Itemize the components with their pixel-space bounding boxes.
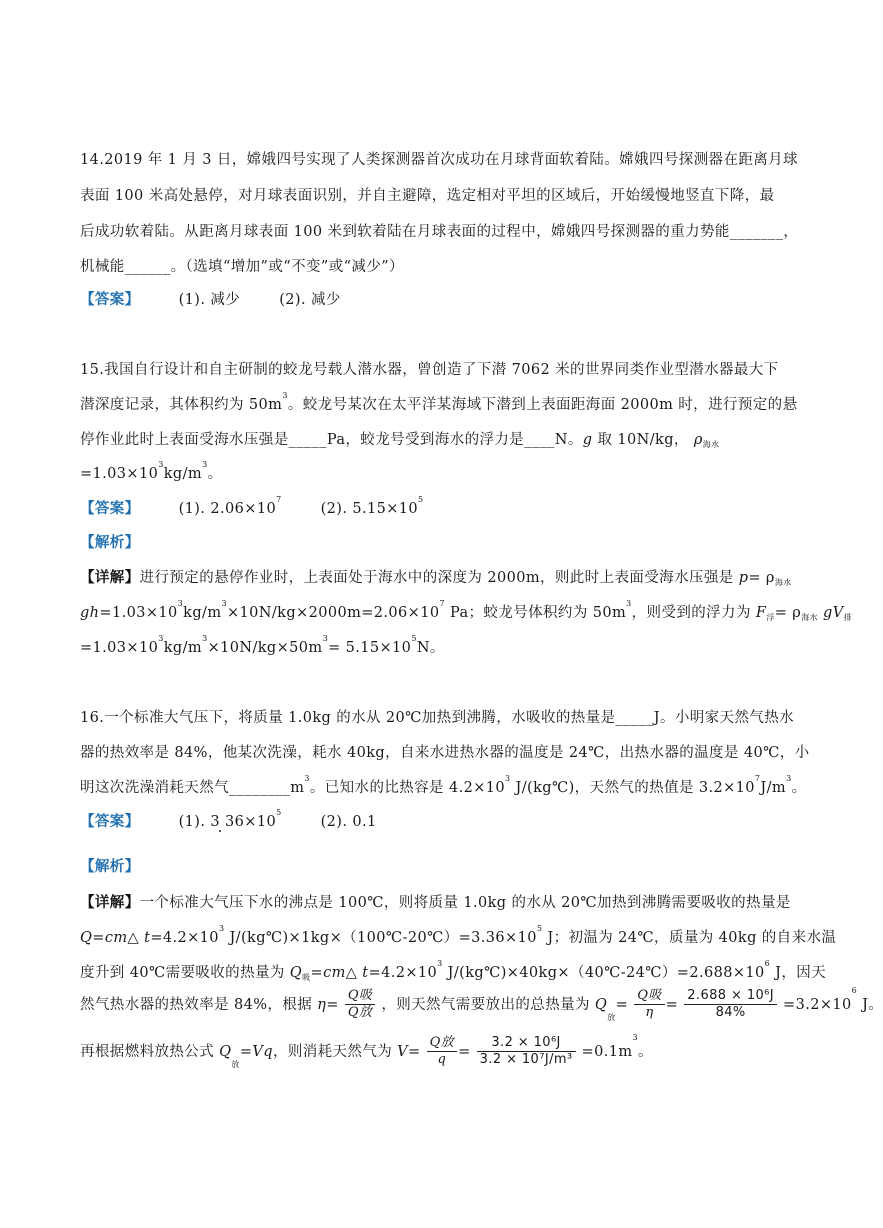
q15-detail-line-2: $gh=1.03\times 10^3kg/m^3\times 10N/kg\times 2000m=2.06\times 10^7$ Pa；蛟龙号体积约为 $50m^3$，则受到的浮力为 $F_浮= \rho_{海水}$ $gV_排$ [80, 599, 853, 622]
q15-line-4: $=1.03\times 10^3kg/m^3$。 [80, 460, 223, 482]
q14-line-3: 后成功软着陆。从距离月球表面 100 米到软着陆在月球表面的过程中，嫦娥四号探测器的重力势能_______， [80, 224, 799, 240]
volume-value-fraction: $\frac{\text{3.2 × 10⁶J}}{\text{3.2 × 10⁷J/m³}}$ [477, 1035, 576, 1069]
q16-detail-line-5: 再根据燃料放热公式 $Q_放=Vq$，则消耗天然气为 V= $\frac{\text{Q放}}{q}$ = $\frac{\text{3.2 × 10⁶J}}{\text{3.2 × 10⁷J/m³}}$ $=0.1m^3$。 [80, 1033, 653, 1069]
answer-1: (1). $2.06\times 10^7$ [178, 495, 282, 517]
answer-tag: 【答案】 [80, 291, 140, 308]
q14-line-4: 机械能______。（选填“增加”或“不变”或“减少”） [80, 259, 404, 275]
q16-line-1: 16.一个标准大气压下，将质量 1.0kg 的水从 20℃加热到沸腾，水吸收的热量是_____J。小明家天然气热水 [80, 710, 795, 726]
q14-line-2: 表面 100 米高处悬停，对月球表面识别，并自主避障，选定相对平坦的区域后，开始缓慢地竖直下降，最 [80, 188, 775, 204]
q15-detail-line-1: 【详解】进行预定的悬停作业时，上表面处于海水中的深度为 2000m，则此时上表面受海水压强是 $p= \rho_{海水}$ [80, 569, 792, 587]
q16-detail-line-3: 度升到 40℃需要吸收的热量为 $Q_吸=cm\triangle$ $t=4.2\times 10^3$ $J/(kg℃)\times 40kg\times(40℃-24℃)=2.688\times 10^6$ J，因天 [80, 959, 827, 982]
decimal-dot [219, 830, 221, 832]
q14-answer [80, 288, 341, 309]
answer-2: (2). 减少 [279, 292, 341, 308]
q16-analysis-tag: 【解析】 [80, 858, 140, 875]
q14-line-1: 14.2019 年 1 月 3 日，嫦娥四号实现了人类探测器首次成功在月球背面软着陆。嫦娥四号探测器在距离月球 [80, 152, 798, 168]
q15-line-1: 15.我国自行设计和自主研制的蛟龙号载人潜水器，曾创造了下潜 7062 米的世界同类作业型潜水器最大下 [80, 362, 779, 378]
volume-fraction: $\frac{\text{Q放}}{q}$ [427, 1035, 457, 1069]
q16-detail-line-2: Q=cm△ $t=4.2\times 10^3$ $J/(kg℃)\times 1kg\times(100℃-20℃)=3.36\times 10^5$ J；初温为 24℃，质量为 40kg 的自来水温 [80, 924, 837, 946]
q16-detail-line-1: 【详解】一个标准大气压下水的沸点是 100℃，则将质量 1.0kg 的水从 20℃加热到沸腾需要吸收的热量是 [80, 894, 791, 911]
q15-answer [80, 497, 424, 518]
q15-line-3: 停作业此时上表面受海水压强是_____Pa，蛟龙号受到海水的浮力是____N。g 取 10N/kg， $\rho_{海水}$ [80, 432, 720, 449]
value-fraction: $\frac{\text{2.688 × 10⁶J}}{84\%}$ [684, 988, 777, 1022]
answer-1: (1). 减少 [178, 292, 241, 308]
answer-tag: 【答案】 [80, 500, 140, 517]
answer-tag: 【答案】 [80, 813, 140, 830]
q16-answer [80, 810, 377, 831]
q15-line-2: 潜深度记录，其体积约为 $50m^3$。蛟龙号某次在太平洋某海域下潜到上表面距海面 2000m 时，进行预定的悬 [80, 391, 798, 413]
answer-1: (1). 3 $36\times 10^5$ [178, 808, 282, 830]
q16-line-3: 明这次洗澡消耗天然气$\_\_\_\_\_\_\_\_m^3$。已知水的比热容是 $4.2\times 10^3$ J/(kg℃)，天然气的热值是 $3.2\times 10^7J/m^3$。 [80, 774, 807, 796]
q16-detail-line-4: 然气热水器的热效率是 84%，根据 η= $\frac{\text{Q吸}}{\text{Q放}}$ ，则天然气需要放出的总热量为 $Q_放=$ $\frac{\text{Q吸}}{\eta}$ = $\frac{\text{2.688 × 10⁶J}}{84\%}$ $=3.2\times 10^6$ J。 [80, 986, 883, 1022]
q15-detail-line-3: $=1.03\times 10^3kg/m^3\times 10N/kg\times 50m^3= 5.15\times 10^5N$。 [80, 634, 445, 656]
answer-2: (2). $5.15\times 10^5$ [320, 495, 424, 517]
heat-fraction: $\frac{\text{Q吸}}{\eta}$ [634, 988, 664, 1022]
q16-line-2: 器的热效率是 84%，他某次洗澡，耗水 40kg，自来水进热水器的温度是 24℃，出热水器的温度是 40℃，小 [80, 745, 810, 761]
efficiency-fraction: $\frac{\text{Q吸}}{\text{Q放}}$ [345, 988, 375, 1022]
q15-analysis-tag: 【解析】 [80, 534, 140, 551]
answer-2: (2). 0.1 [320, 814, 377, 830]
